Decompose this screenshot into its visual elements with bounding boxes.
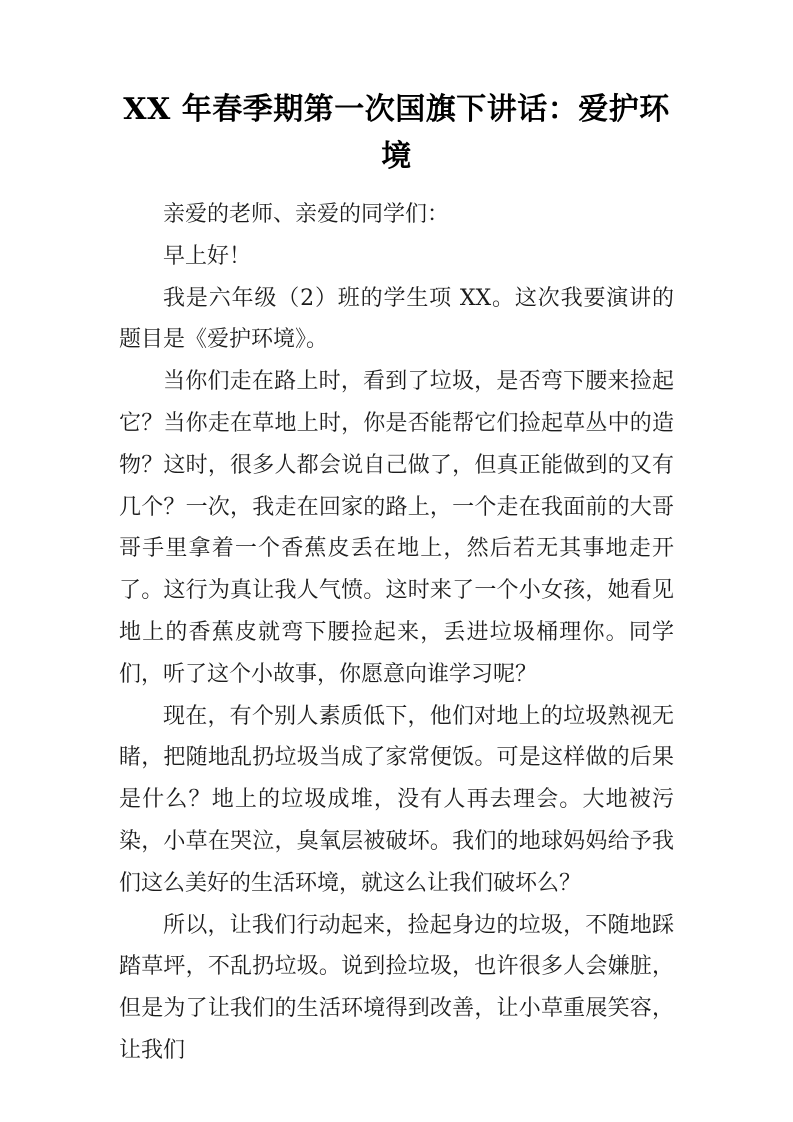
paragraph-story: 当你们走在路上时，看到了垃圾，是否弯下腰来捡起它？当你走在草地上时，你是否能帮它们捡起草丛中的造物？这时，很多人都会说自己做了，但真正能做到的又有几个？一次，我走在回家的路上，一个走在我面前的大哥哥手里拿着一个香蕉皮丢在地上，然后若无其事地走开了。这行为真让我人气愤。这时来了一个小女孩，她看见地上的香蕉皮就弯下腰捡起来，丢进垃圾桶理你。同学们，听了这个小故事，你愿意向谁学习呢？ (119, 369, 674, 687)
paragraph-introduction: 我是六年级（2）班的学生项 XX。这次我要演讲的题目是《爱护环境》。 (119, 285, 674, 353)
paragraph-problem: 现在，有个别人素质低下，他们对地上的垃圾熟视无睹，把随地乱扔垃圾当成了家常便饭。可是这样做的后果是什么？地上的垃圾成堆，没有人再去理会。大地被污染，小草在哭泣，臭氧层被破坏。我们的地球妈妈给予我们这么美好的生活环境，就这么让我们破坏么？ (119, 703, 674, 896)
paragraph-salutation: 亲爱的老师、亲爱的同学们： (163, 202, 450, 227)
document-title: XX 年春季期第一次国旗下讲话：爱护环境 (123, 92, 670, 174)
paragraph-greeting: 早上好！ (163, 243, 252, 269)
paragraph-call-to-action: 所以，让我们行动起来，捡起身边的垃圾，不随地踩踏草坪，不乱扔垃圾。说到捡垃圾，也许很多人会嫌脏，但是为了让我们的生活环境得到改善，让小草重展笑容，让我们 (119, 912, 674, 1063)
